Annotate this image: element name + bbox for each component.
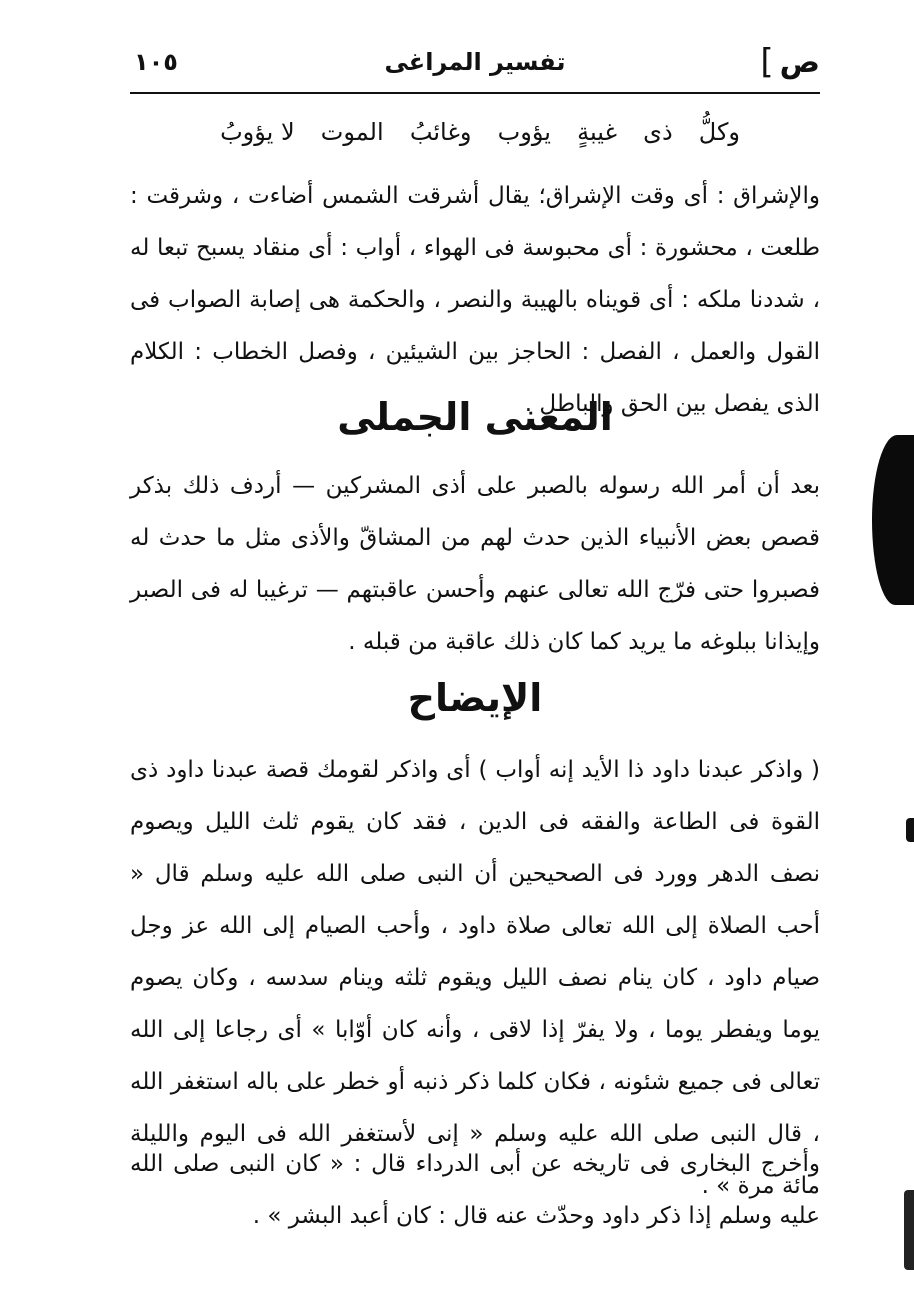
bukhari-paragraph: وأخرج البخارى فى تاريخه عن أبى الدرداء قال : « كان النبى صلى الله عليه وسلم إذا ذكر داود وحدّث عنه قال : كان أعبد البشر » . (130, 1151, 820, 1229)
summary-paragraph: بعد أن أمر الله رسوله بالصبر على أذى المشركين — أردف ذلك بذكر قصص بعض الأنبياء الذين حدث لهم من المشاقّ والأذى مثل ما حدث له فصبروا حتى فرّج الله تعالى عنهم وأحسن عاقبتهم — ترغيبا له فى الصبر وإيذانا ببلوغه ما يريد كما كان ذلك عاقبة من قبله . (130, 473, 820, 655)
summary-heading: المعنى الجملى (337, 395, 613, 439)
page-edge-damage (872, 435, 914, 605)
chapter-letter: ص (779, 44, 820, 80)
poetry-verse (220, 118, 740, 162)
verse-word: وكلُّ (698, 118, 740, 146)
running-title: تفسير المراغى (384, 48, 566, 76)
explanation-heading: الإيضاح (407, 676, 543, 720)
chapter-bracket: ] (760, 42, 774, 82)
verse-word: لا يؤوبُ (220, 118, 295, 146)
verse-word: غيبةٍ (577, 118, 617, 146)
verse-word: يؤوب (497, 118, 551, 146)
page-number: ١٠٥ (134, 48, 178, 76)
explanation-paragraph: ( واذكر عبدنا داود ذا الأيد إنه أواب ) أى واذكر لقومك قصة عبدنا داود ذى القوة فى الطاعة والفقه فى الدين ، فقد كان يقوم ثلث الليل ويصوم نصف الدهر وورد فى الصحيحين أن النبى صلى الله عليه وسلم قال « أحب الصلاة إلى الله تعالى صلاة داود ، وأحب الصيام إلى الله عز وجل صيام داود ، كان ينام نصف الليل ويقوم ثلثه وينام سدسه ، وكان يصوم يوما ويفطر يوما ، ولا يفرّ إذا لاقى ، وأنه كان أوّابا » أى رجاعا إلى الله تعالى فى جميع شئونه ، فكان كلما ذكر ذنبه أو خطر على باله استغفر الله ، قال النبى صلى الله عليه وسلم « إنى لأستغفر الله فى اليوم والليلة مائة مرة » . (130, 757, 820, 1199)
verse-word: ذى (643, 118, 673, 146)
page-edge-mark (906, 818, 914, 842)
verse-word: وغائبُ (409, 118, 472, 146)
page-header (130, 40, 820, 88)
page-edge-mark (904, 1190, 914, 1270)
verse-word: الموت (320, 118, 384, 146)
definitions-paragraph: والإشراق : أى وقت الإشراق؛ يقال أشرقت الشمس أضاءت ، وشرقت : طلعت ، محشورة : أى محبوسة فى الهواء ، أواب : أى منقاد يسبح تبعا له ، شددنا ملكه : أى قويناه بالهيبة والنصر ، والحكمة هى إصابة الصواب فى القول والعمل ، الفصل : الحاجز بين الشيئين ، وفصل الخطاب : الكلام الذى يفصل بين الحق والباطل . (130, 183, 820, 417)
header-divider (130, 92, 820, 94)
